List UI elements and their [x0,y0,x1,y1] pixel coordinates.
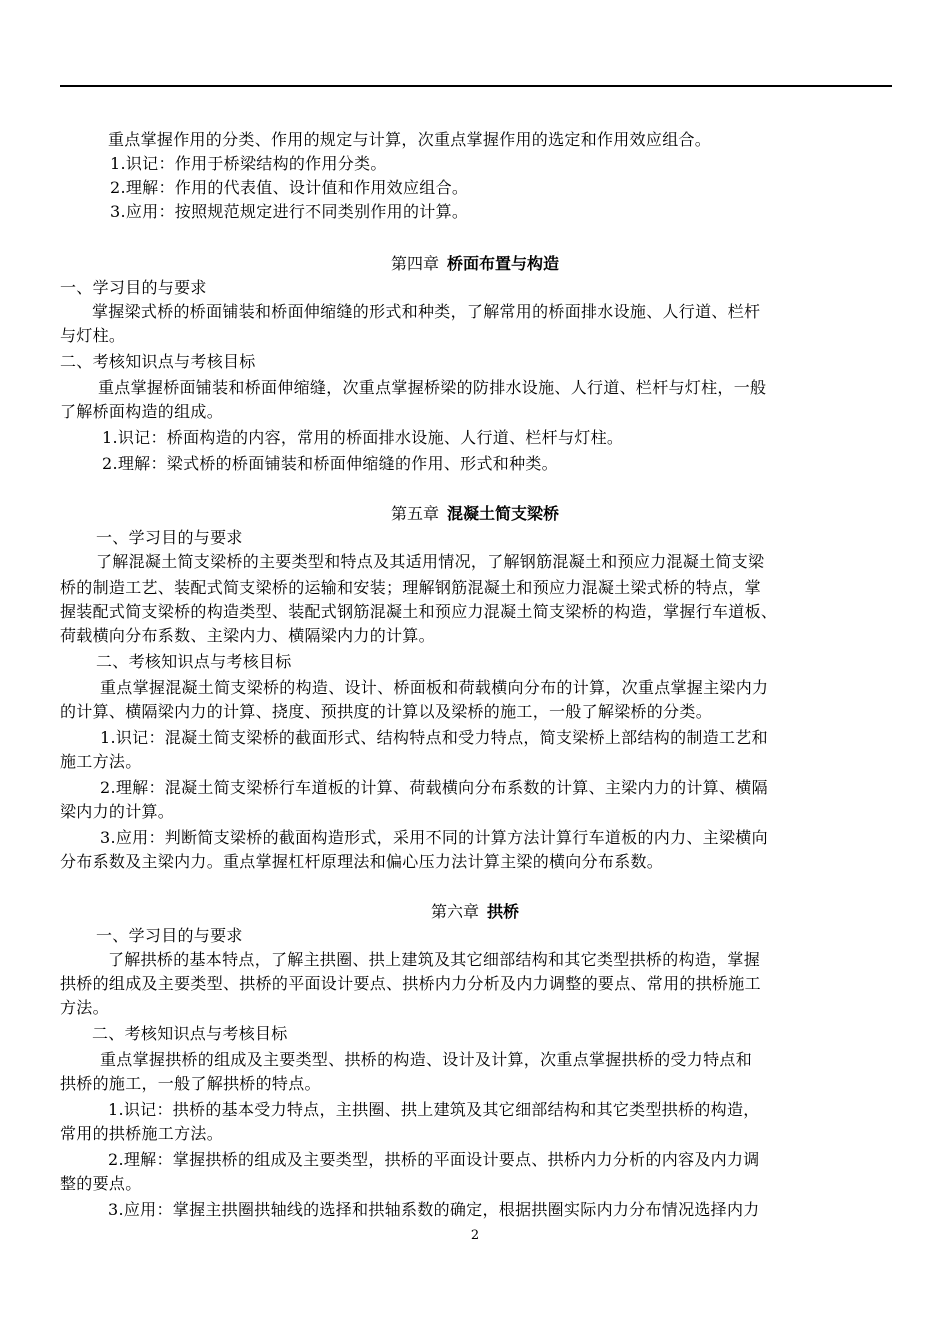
text-line: 二、考核知识点与考核目标 [96,652,292,671]
text-line: 一、学习目的与要求 [96,528,243,547]
text-line: 一、学习目的与要求 [96,926,243,945]
text-line: 桥的制造工艺、装配式简支梁桥的运输和安装；理解钢筋混凝土和预应力混凝土梁式桥的特点，掌 [60,578,761,597]
text-line: 施工方法。 [60,752,142,771]
text-line: 荷载横向分布系数、主梁内力、横隔梁内力的计算。 [60,626,435,645]
text-line: 与灯柱。 [60,326,126,345]
text-line: 方法。 [60,998,109,1017]
chapter-number: 第六章 [430,902,479,921]
text-line: 1.识记：桥面构造的内容，常用的桥面排水设施、人行道、栏杆与灯柱。 [102,428,624,447]
text-line: 拱桥的组成及主要类型、拱桥的平面设计要点、拱桥内力分析及内力调整的要点、常用的拱桥施工 [60,974,761,993]
text-line: 的计算、横隔梁内力的计算、挠度、预拱度的计算以及梁桥的施工，一般了解梁桥的分类。 [60,702,713,721]
chapter-heading [0,502,950,526]
page-number: 2 [470,1228,480,1243]
text-line: 常用的拱桥施工方法。 [60,1124,224,1143]
text-line: 2.理解：掌握拱桥的组成及主要类型，拱桥的平面设计要点、拱桥内力分析的内容及内力调 [108,1150,760,1169]
text-line: 了解桥面构造的组成。 [60,402,224,421]
text-line: 1.识记：拱桥的基本受力特点，主拱圈、拱上建筑及其它细部结构和其它类型拱桥的构造， [108,1100,760,1119]
chapter-title: 混凝土简支梁桥 [447,504,560,523]
header-rule [60,85,892,87]
text-line: 重点掌握拱桥的组成及主要类型、拱桥的构造、设计及计算，次重点掌握拱桥的受力特点和 [100,1050,753,1069]
text-line: 3.应用：按照规范规定进行不同类别作用的计算。 [110,202,469,221]
text-line: 一、学习目的与要求 [60,278,207,297]
text-line: 梁内力的计算。 [60,802,175,821]
text-line: 3.应用：判断简支梁桥的截面构造形式，采用不同的计算方法计算行车道板的内力、主梁横向 [100,828,768,847]
text-line: 2.理解：梁式桥的桥面铺装和桥面伸缩缝的作用、形式和种类。 [102,454,558,473]
chapter-number: 第四章 [390,254,439,273]
text-line: 了解拱桥的基本特点，了解主拱圈、拱上建筑及其它细部结构和其它类型拱桥的构造，掌握 [108,950,761,969]
text-line: 1.识记：作用于桥梁结构的作用分类。 [110,154,387,173]
text-line: 重点掌握混凝土简支梁桥的构造、设计、桥面板和荷载横向分布的计算，次重点掌握主梁内力 [100,678,769,697]
text-line: 2.理解：作用的代表值、设计值和作用效应组合。 [110,178,469,197]
text-line: 拱桥的施工，一般了解拱桥的特点。 [60,1074,321,1093]
text-line: 重点掌握作用的分类、作用的规定与计算，次重点掌握作用的选定和作用效应组合。 [108,130,712,149]
text-line: 分布系数及主梁内力。重点掌握杠杆原理法和偏心压力法计算主梁的横向分布系数。 [60,852,664,871]
chapter-number: 第五章 [390,504,439,523]
text-line: 掌握梁式桥的桥面铺装和桥面伸缩缝的形式和种类，了解常用的桥面排水设施、人行道、栏杆 [92,302,761,321]
chapter-heading [0,900,950,924]
text-line: 重点掌握桥面铺装和桥面伸缩缝，次重点掌握桥梁的防排水设施、人行道、栏杆与灯柱，一般 [98,378,767,397]
text-line: 2.理解：混凝土简支梁桥行车道板的计算、荷载横向分布系数的计算、主梁内力的计算、横隔 [100,778,768,797]
chapter-heading [0,252,950,276]
text-line: 握装配式简支梁桥的构造类型、装配式钢筋混凝土和预应力混凝土简支梁桥的构造，掌握行车道板、 [60,602,778,621]
text-line: 二、考核知识点与考核目标 [60,352,256,371]
text-line: 1.识记：混凝土简支梁桥的截面形式、结构特点和受力特点，简支梁桥上部结构的制造工艺和 [100,728,768,747]
chapter-title: 拱桥 [487,902,520,921]
text-line: 整的要点。 [60,1174,142,1193]
text-line: 了解混凝土简支梁桥的主要类型和特点及其适用情况，了解钢筋混凝土和预应力混凝土简支梁 [96,552,765,571]
text-line: 二、考核知识点与考核目标 [92,1024,288,1043]
chapter-title: 桥面布置与构造 [447,254,560,273]
text-line: 3.应用：掌握主拱圈拱轴线的选择和拱轴系数的确定，根据拱圈实际内力分布情况选择内力 [108,1200,760,1219]
